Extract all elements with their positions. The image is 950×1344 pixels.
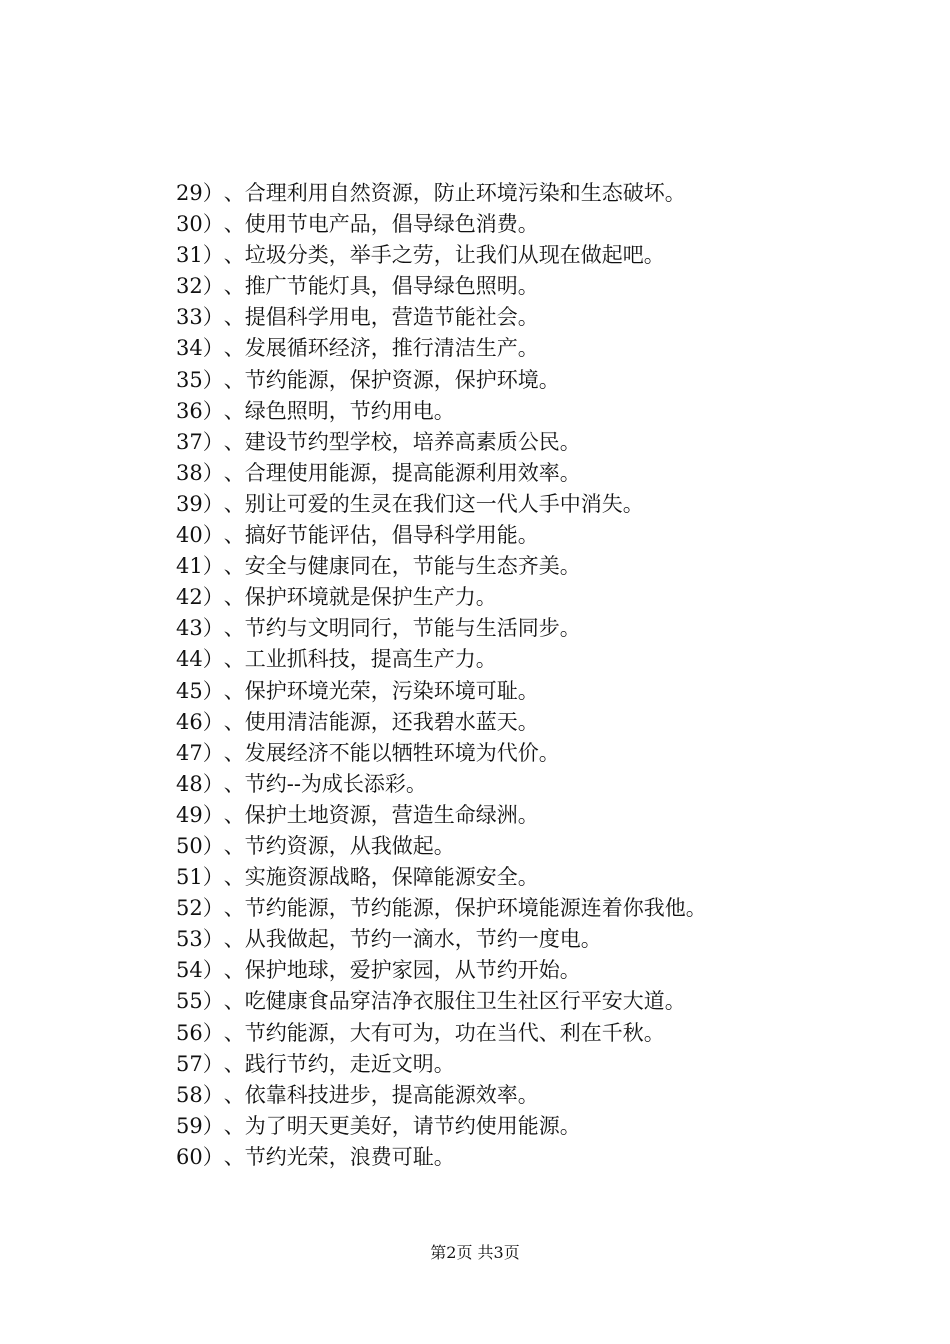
item-number: 44） (176, 647, 224, 672)
item-number: 53） (176, 927, 224, 952)
list-item (176, 831, 876, 862)
list-item (176, 769, 876, 800)
item-text: 、从我做起，节约一滴水，节约一度电。 (223, 927, 602, 952)
list-item (176, 1080, 876, 1111)
item-text: 、节约--为成长添彩。 (223, 771, 427, 796)
item-text: 、节约能源，保护资源，保护环境。 (223, 367, 560, 392)
item-text: 、节约能源，节约能源，保护环境能源连着你我他。 (223, 896, 707, 921)
item-text: 、节约与文明同行，节能与生活同步。 (223, 616, 581, 641)
item-text: 、提倡科学用电，营造节能社会。 (223, 305, 539, 330)
item-text: 、吃健康食品穿洁净衣服住卫生社区行平安大道。 (223, 989, 686, 1014)
item-text: 、垃圾分类，举手之劳，让我们从现在做起吧。 (223, 243, 665, 268)
item-number: 48） (176, 771, 224, 796)
list-item (176, 644, 876, 675)
list-item (176, 1142, 876, 1173)
item-text: 、合理使用能源，提高能源利用效率。 (223, 460, 581, 485)
list-item (176, 707, 876, 738)
list-item (176, 427, 876, 458)
list-item (176, 520, 876, 551)
item-text: 、建设节约型学校，培养高素质公民。 (223, 429, 581, 454)
list-item (176, 365, 876, 396)
item-number: 45） (176, 678, 224, 703)
list-item (176, 738, 876, 769)
item-number: 51） (176, 865, 224, 890)
item-text: 、使用节电产品，倡导绿色消费。 (223, 212, 539, 237)
item-number: 60） (176, 1144, 224, 1169)
list-item (176, 986, 876, 1017)
item-text: 、工业抓科技，提高生产力。 (223, 647, 497, 672)
item-text: 、绿色照明，节约用电。 (223, 398, 455, 423)
list-item (176, 333, 876, 364)
item-text: 、别让可爱的生灵在我们这一代人手中消失。 (223, 491, 644, 516)
item-number: 52） (176, 896, 224, 921)
list-item (176, 582, 876, 613)
list-item (176, 396, 876, 427)
item-text: 、保护环境光荣，污染环境可耻。 (223, 678, 539, 703)
list-item (176, 489, 876, 520)
item-text: 、为了明天更美好，请节约使用能源。 (223, 1113, 581, 1138)
list-item (176, 676, 876, 707)
list-item (176, 209, 876, 240)
page-footer: 第2页 共3页 (430, 1243, 520, 1262)
item-number: 39） (176, 491, 224, 516)
item-text: 、保护土地资源，营造生命绿洲。 (223, 802, 539, 827)
item-text: 、践行节约，走近文明。 (223, 1051, 455, 1076)
item-text: 、推广节能灯具，倡导绿色照明。 (223, 274, 539, 299)
list-item (176, 1049, 876, 1080)
item-text: 、节约光荣，浪费可耻。 (223, 1144, 455, 1169)
item-number: 59） (176, 1113, 224, 1138)
list-item (176, 924, 876, 955)
item-number: 43） (176, 616, 224, 641)
list-item (176, 271, 876, 302)
item-text: 、合理利用自然资源，防止环境污染和生态破坏。 (223, 181, 686, 205)
item-number: 50） (176, 833, 224, 858)
item-number: 54） (176, 958, 224, 983)
item-number: 46） (176, 709, 224, 734)
item-number: 56） (176, 1020, 224, 1045)
item-number: 34） (176, 336, 224, 361)
item-text: 、保护环境就是保护生产力。 (223, 585, 497, 610)
item-number: 35） (176, 367, 224, 392)
item-number: 29） (176, 181, 224, 205)
item-text: 、实施资源战略，保障能源安全。 (223, 865, 539, 890)
item-number: 42） (176, 585, 224, 610)
item-number: 47） (176, 740, 224, 765)
list-item (176, 240, 876, 271)
item-text: 、使用清洁能源，还我碧水蓝天。 (223, 709, 539, 734)
list-item (176, 893, 876, 924)
item-number: 49） (176, 802, 224, 827)
item-text: 、发展经济不能以牺牲环境为代价。 (223, 740, 560, 765)
item-text: 、发展循环经济，推行清洁生产。 (223, 336, 539, 361)
item-number: 55） (176, 989, 224, 1014)
item-number: 31） (176, 243, 224, 268)
item-text: 、保护地球，爱护家园，从节约开始。 (223, 958, 581, 983)
list-item (176, 800, 876, 831)
slogan-list (176, 178, 876, 1173)
list-item (176, 955, 876, 986)
item-number: 40） (176, 523, 224, 548)
item-text: 、搞好节能评估，倡导科学用能。 (223, 523, 539, 548)
list-item (176, 551, 876, 582)
item-number: 36） (176, 398, 224, 423)
item-number: 41） (176, 554, 224, 579)
item-number: 33） (176, 305, 224, 330)
item-text: 、节约资源，从我做起。 (223, 833, 455, 858)
item-text: 、节约能源，大有可为，功在当代、利在千秋。 (223, 1020, 665, 1045)
item-number: 57） (176, 1051, 224, 1076)
list-item (176, 1111, 876, 1142)
list-item (176, 178, 876, 209)
list-item (176, 302, 876, 333)
item-number: 30） (176, 212, 224, 237)
item-text: 、安全与健康同在，节能与生态齐美。 (223, 554, 581, 579)
list-item (176, 1018, 876, 1049)
item-number: 37） (176, 429, 224, 454)
list-item (176, 862, 876, 893)
item-text: 、依靠科技进步，提高能源效率。 (223, 1082, 539, 1107)
item-number: 58） (176, 1082, 224, 1107)
item-number: 32） (176, 274, 224, 299)
list-item (176, 613, 876, 644)
item-number: 38） (176, 460, 224, 485)
list-item (176, 458, 876, 489)
